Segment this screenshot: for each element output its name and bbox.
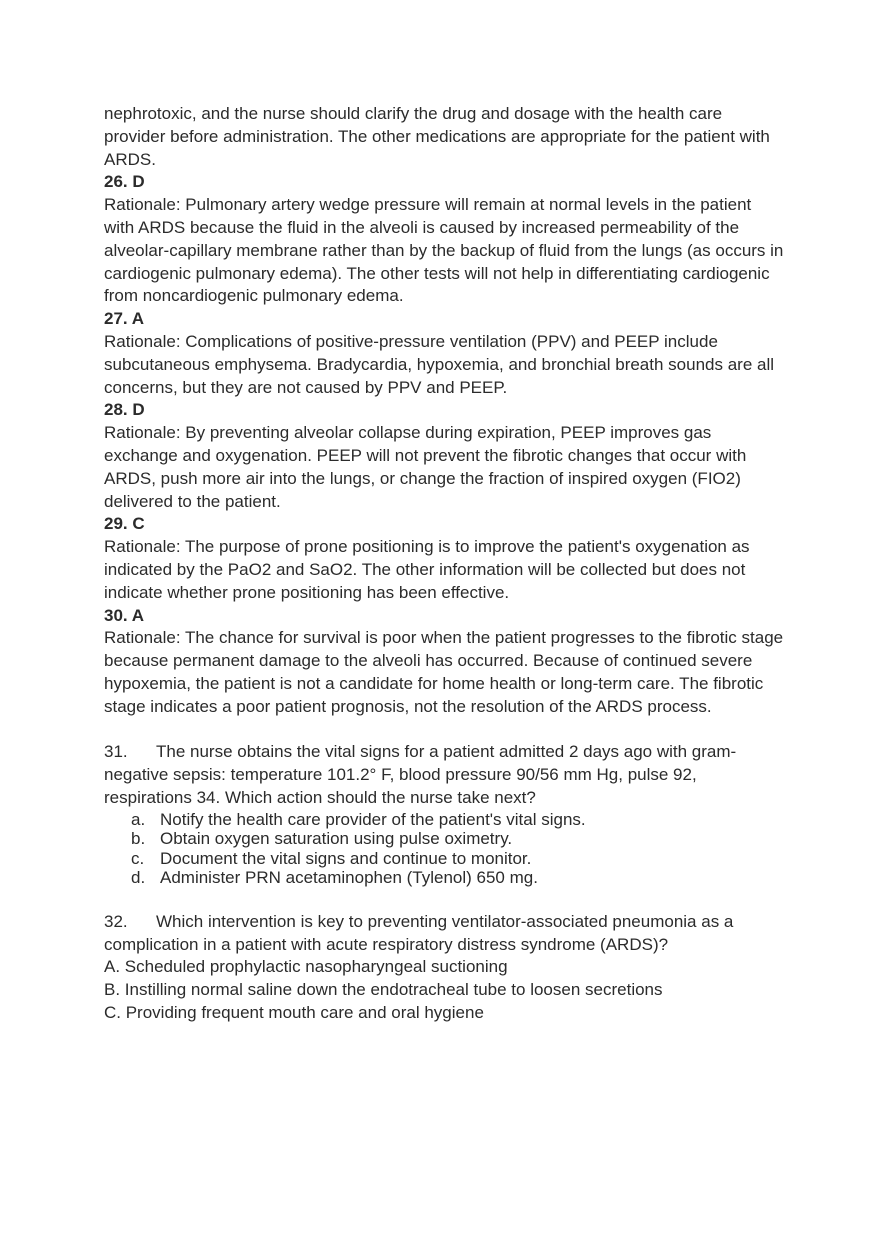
blank-line [104,719,784,742]
option-text: Obtain oxygen saturation using pulse oximetry. [160,829,513,849]
answer-rationale: Rationale: Complications of positive-pressure ventilation (PPV) and PEEP include subcutaneous emphysema. Bradycardia, hypoxemia, and bronchial breath sounds are all concerns, but they are not caused by PPV and PEEP. [104,331,775,397]
option-text: Document the vital signs and continue to monitor. [160,848,532,868]
option-item [104,829,784,849]
option-item [104,849,784,869]
answer-rationale: Rationale: Pulmonary artery wedge pressure will remain at normal levels in the patient with ARDS because the fluid in the alveoli is caused by increased permeability of the alveolar-capillary membrane rather than by the backup of fluid from the lungs (as occurs in cardiogenic pulmonary edema). The other tests will not help in differentiating cardiogenic from noncardiogenic pulmonary edema. [104,195,784,306]
option-text: Notify the health care provider of the patient's vital signs. [160,809,586,829]
continuation-paragraph: nephrotoxic, and the nurse should clarify the drug and dosage with the health care provider before administration. The other medications are appropriate for the patient with ARDS. [104,104,770,169]
answer-label: 30. A [104,605,145,625]
question-32-option: C. Providing frequent mouth care and oral hygiene [104,1003,484,1023]
question-number: 31. [104,742,128,762]
answer-label: 26. D [104,172,145,192]
blank-line [104,888,784,911]
answer-label: 27. A [104,309,145,329]
answer-rationale: Rationale: The purpose of prone positioning is to improve the patient's oxygenation as indicated by the PaO2 and SaO2. The other information will be collected but does not indicate whether prone positioning has been effective. [104,537,750,602]
answer-rationale: Rationale: By preventing alveolar collapse during expiration, PEEP improves gas exchange and oxygenation. PEEP will not prevent the fibrotic changes that occur with ARDS, push more air into the lungs, or change the fraction of inspired oxygen (FIO2) delivered to the patient. [104,423,747,511]
answer-rationale: Rationale: The chance for survival is poor when the patient progresses to the fibrotic stage because permanent damage to the alveoli has occurred. Because of continued severe hypoxemia, the patient is not a candidate for home health or long-term care. The fibrotic stage indicates a poor patient prognosis, not the resolution of the ARDS process. [104,628,784,716]
option-letter: d. [131,868,146,888]
option-text: Administer PRN acetaminophen (Tylenol) 650 mg. [160,868,538,888]
option-item [104,810,784,830]
question-text: Which intervention is key to preventing ventilator-associated pneumonia as a complication in a patient with acute respiratory distress syndrome (ARDS)? [104,911,734,954]
question-32-stem [104,911,784,957]
document-page [104,103,784,1025]
question-32-option: B. Instilling normal saline down the endotracheal tube to loosen secretions [104,980,663,1000]
option-letter: c. [131,848,145,868]
question-number: 32. [104,911,128,931]
option-letter: b. [131,829,146,849]
question-31-stem [104,741,784,809]
option-item [104,868,784,888]
question-32-option: A. Scheduled prophylactic nasopharyngeal suctioning [104,957,508,977]
answer-label: 29. C [104,514,145,534]
question-31-options [104,810,784,888]
question-text: The nurse obtains the vital signs for a patient admitted 2 days ago with gram-negative sepsis: temperature 101.2° F, blood pressure 90/56 mm Hg, pulse 92, respirations 34. Which action should the nurse take next? [104,742,737,807]
answer-label: 28. D [104,400,145,420]
option-letter: a. [131,809,146,829]
